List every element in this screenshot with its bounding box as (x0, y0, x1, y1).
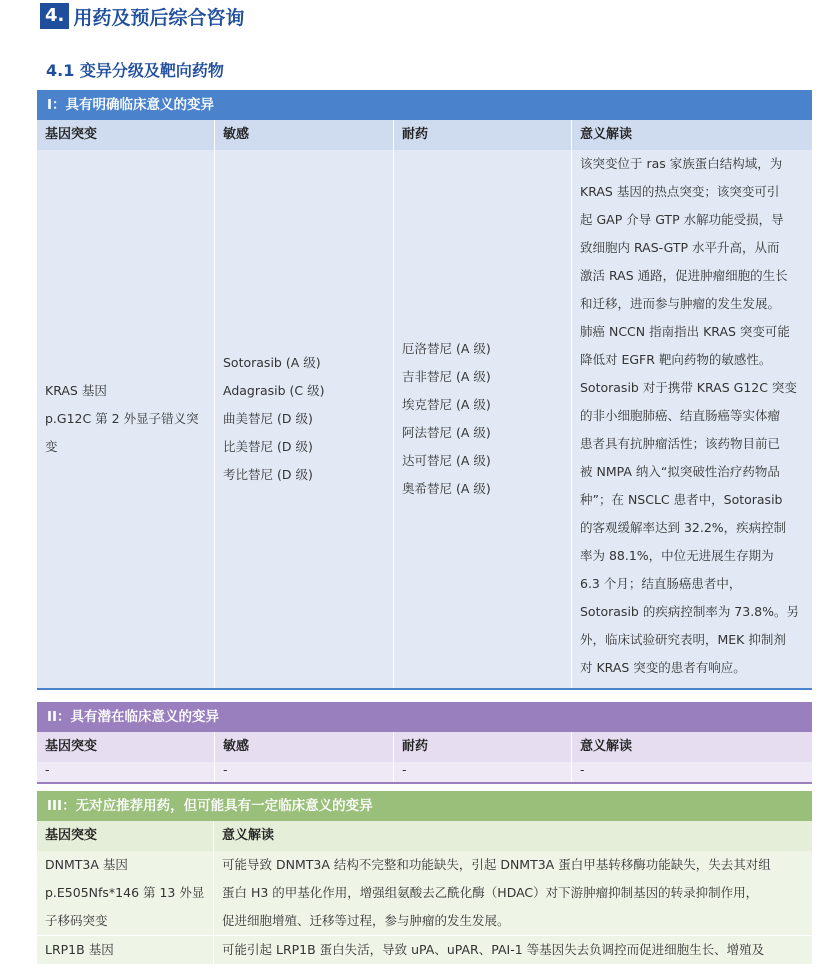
interpretation-line: 6.3 个月；结直肠癌患者中， (580, 576, 742, 591)
interpretation-cell: 可能导致 DNMT3A 结构不完整和功能缺失，引起 DNMT3A 蛋白甲基转移酶功能缺失，失去其对组 蛋白 H3 的甲基化作用，增强组氨酸去乙酰化酶（HDAC）对下游肿瘤抑制基因的转录抑制作用， 促进细胞增殖、迁移等过程，参与肿瘤的发生发展。 (222, 857, 771, 928)
interpretation-line: Sotorasib 的疾病控制率为 73.8%。另 (580, 604, 800, 619)
header-resistant: 耐药 (394, 120, 572, 150)
interpretation-cell (572, 150, 812, 688)
level-1-header (37, 120, 812, 150)
level-3-table (37, 791, 812, 964)
subsection-title: 4.1 变异分级及靶向药物 (46, 61, 224, 80)
table-row (37, 935, 812, 964)
interpretation-cell: - (580, 762, 585, 777)
sensitive-cell: Sotorasib (A 级) Adagrasib (C 级) 曲美替尼 (D 级) 比美替尼 (D 级) 考比替尼 (D 级) (215, 150, 394, 688)
interpretation-line: 肺癌 NCCN 指南指出 KRAS 突变可能 (580, 324, 790, 339)
level-3-header (37, 821, 812, 851)
divider (37, 688, 812, 690)
section-number: 4. (40, 3, 69, 29)
section-heading (40, 2, 244, 30)
interpretation-line: 致细胞内 RAS-GTP 水平升高，从而 (580, 240, 780, 255)
table-row (37, 851, 812, 935)
level-2-table (37, 702, 812, 784)
interpretation-line: 对 KRAS 突变的患者有响应。 (580, 660, 746, 675)
interpretation-cell: 可能引起 LRP1B 蛋白失活，导致 uPA、uPAR、PAI-1 等基因失去负调控而促进细胞生长、增殖及 (222, 942, 765, 957)
header-gene: 基因突变 (37, 821, 214, 851)
interpretation-line: 种”；在 NSCLC 患者中，Sotorasib (580, 492, 783, 507)
header-sensitive: 敏感 (215, 120, 394, 150)
interpretation-line: 该突变位于 ras 家族蛋白结构域，为 (580, 156, 783, 171)
table-row (37, 150, 812, 688)
interpretation-line: KRAS 基因的热点突变；该突变可引 (580, 184, 780, 199)
interpretation-line: 起 GAP 介导 GTP 水解功能受损，导 (580, 212, 784, 227)
header-resistant: 耐药 (394, 732, 572, 762)
sensitive-cell: - (215, 762, 394, 782)
interpretation-line: 的客观缓解率达到 32.2%，疾病控制 (580, 520, 787, 535)
interpretation-line: 患者具有抗肿瘤活性；该药物目前已 (580, 436, 781, 451)
gene-cell: LRP1B 基因 (37, 936, 214, 964)
level-1-band: I：具有明确临床意义的变异 (37, 90, 812, 120)
section-title: 用药及预后综合咨询 (73, 6, 245, 29)
interpretation-line: 的非小细胞肺癌、结直肠癌等实体瘤 (580, 408, 781, 423)
level-2-header (37, 732, 812, 762)
interpretation-line: 激活 RAS 通路，促进肿瘤细胞的生长 (580, 268, 788, 283)
interpretation-line: 外，临床试验研究表明，MEK 抑制剂 (580, 632, 786, 647)
resistant-cell: 厄洛替尼 (A 级) 吉非替尼 (A 级) 埃克替尼 (A 级) 阿法替尼 (A 级) 达可替尼 (A 级) 奥希替尼 (A 级) (394, 150, 572, 688)
header-interpretation: 意义解读 (580, 739, 633, 754)
resistant-cell: - (394, 762, 572, 782)
header-sensitive: 敏感 (215, 732, 394, 762)
header-interpretation: 意义解读 (580, 127, 633, 142)
level-1-table (37, 90, 812, 690)
gene-cell: DNMT3A 基因 p.E505Nfs*146 第 13 外显 子移码突变 (37, 851, 214, 935)
header-interpretation: 意义解读 (222, 828, 275, 843)
interpretation-line: 降低对 EGFR 靶向药物的敏感性。 (580, 352, 772, 367)
level-3-band: III：无对应推荐用药，但可能具有一定临床意义的变异 (37, 791, 812, 821)
gene-cell: KRAS 基因 p.G12C 第 2 外显子错义突 变 (37, 150, 215, 688)
interpretation-line: 和迁移，进而参与肿瘤的发生发展。 (580, 296, 781, 311)
table-row (37, 762, 812, 782)
header-gene: 基因突变 (37, 120, 215, 150)
interpretation-line: 被 NMPA 纳入“拟突破性治疗药物品 (580, 464, 780, 479)
gene-cell: - (37, 762, 215, 782)
divider (37, 782, 812, 784)
interpretation-line: 率为 88.1%，中位无进展生存期为 (580, 548, 774, 563)
header-gene: 基因突变 (37, 732, 215, 762)
level-2-band: II：具有潜在临床意义的变异 (37, 702, 812, 732)
interpretation-line: Sotorasib 对于携带 KRAS G12C 突变 (580, 380, 797, 395)
